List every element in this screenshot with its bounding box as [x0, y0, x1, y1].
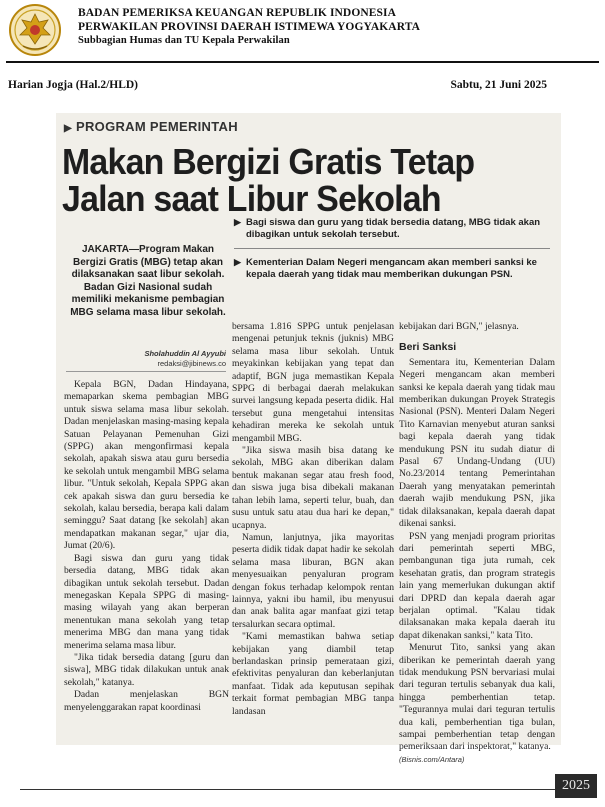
highlight-bullets [234, 217, 550, 296]
subheading: Beri Sanksi [399, 341, 457, 354]
body-paragraph: kebijakan dari BGN," jelasnya. [399, 321, 519, 332]
footer-divider [20, 789, 595, 790]
body-column-2 [232, 321, 394, 718]
triangle-right-icon: ▶ [234, 217, 241, 227]
bullet-text: Bagi siswa dan guru yang tidak bersedia datang, MBG tidak akan dibagikan untuk sekolah tersebut. [246, 217, 541, 240]
body-paragraph: Sementara itu, Kementerian Dalam Negeri mengancam akan memberi sanksi ke kepala daerah yang tidak mau memberikan dukungan Proyek Strategis Nasional (PSN). Menteri Dalam Negeri Tito Karnavian menyebut aturan sanksi bagi kepala daerah yang tidak mendukung PSN itu sudah diatur di Pasal 67 Undang-Undang (UU) No.23/2014 tentang Pemerintahan Daerah yang menyatakan pemerintah daerah wajib mendukung PSN, jika tidak dilaksanakan, kepala daerah dapat dikenai sanksi. [399, 356, 555, 530]
kicker-label: PROGRAM PEMERINTAH [76, 119, 238, 134]
triangle-right-icon: ▶ [234, 257, 241, 267]
byline-divider [66, 371, 226, 372]
letterhead [0, 0, 605, 64]
headline-line-1: Makan Bergizi Gratis Tetap [62, 141, 475, 182]
byline [144, 349, 226, 369]
body-paragraph: bersama 1.816 SPPG untuk penjelasan mengenai petunjuk teknis (juknis) MBG selama masa libur sekolah. Untuk meyakinkan kebijakan yang tepat dan adaptif, BGN juga memastikan Kepala SPPG di berbagai daerah melakukan survei langsung kepada peserta didik. Hal tersebut guna mengetahui intensitas kehadiran mereka ke sekolah untuk mengambil MBG. [232, 321, 394, 444]
body-paragraph: "Kami memastikan bahwa setiap kebijakan yang diambil tetap berlandaskan prinsip pemerataan gizi, efektivitas penyaluran dan keberlanjutan manfaat. Tidak ada keputusan sepihak terkait format pembagian MBG tanpa landasan [232, 631, 394, 717]
body-paragraph: "Jika tidak bersedia datang [guru dan siswa], MBG tidak dilakukan untuk anak sekolah," katanya. [64, 651, 229, 688]
body-paragraph: PSN yang menjadi program prioritas dari pemerintah seperti MBG, pembangunan tiga juta rumah, cek kesehatan gratis, dan program strategis lain yang memerlukan dukungan aktif dari DPRD dan kepala daerah agar berjalan optimal. "Kalau tidak dilaksanakan maka kepala daerah itu dapat dikenakan sanksi," kata Tito. [399, 530, 555, 641]
body-paragraph: "Jika siswa masih bisa datang ke sekolah, MBG akan diberikan dalam bentuk makanan segar atau fresh food, dan siswa juga bisa dibekali makanan tahan lebih lama, seperti telur, buah, dan susu untuk satu atau dua hari ke depan," ucapnya. [232, 445, 394, 531]
headline [62, 143, 474, 217]
body-paragraph: Dadan menjelaskan BGN menyelenggarakan rapat koordinasi [64, 689, 229, 713]
body-paragraph: Menurut Tito, sanksi yang akan diberikan ke pemerintah daerah yang tidak mendukung PSN bervariasi mulai dari teguran tertulis sebanyak dua kali, hingga pemberhentian tetap. "Tegurannya mulai dari teguran tertulis dua kali, pemberhentian tiga bulan, sampai pemberhentian tetap dengan pemeriksaan dari inspektorat," katanya. [399, 642, 555, 753]
org-branch: PERWAKILAN PROVINSI DAERAH ISTIMEWA YOGYAKARTA [78, 21, 421, 33]
org-division: Subbagian Humas dan TU Kepala Perwakilan [78, 35, 290, 46]
author-email: redaksi@jibinews.co [157, 359, 226, 368]
body-column-1 [64, 379, 229, 714]
bullet-text: Kementerian Dalam Negeri mengancam akan memberi sanksi ke kepala daerah yang tidak mau memberikan dukungan PSN. [246, 257, 537, 280]
source-credit: (Bisnis.com/Antara) [399, 754, 465, 764]
lead-paragraph: JAKARTA—Program Makan Bergizi Gratis (MBG) tetap akan dilaksanakan saat libur sekolah. Badan Gizi Nasional sudah memiliki mekanisme pembagian MBG selama masa libur sekolah. [70, 244, 226, 318]
publication-date: Sabtu, 21 Juni 2025 [450, 79, 547, 91]
news-clipping [56, 113, 561, 764]
body-paragraph: Kepala BGN, Dadan Hindayana, memaparkan skema pembagian MBG untuk siswa selama masa libur sekolah. Dadan menjelaskan masing-masing kepala Satuan Pelayanan Pemenuhan Gizi (SPPG) akan mengonfirmasi kepala sekolah, apakah siswa atau guru bersedia ke sekolah untuk mengambil MBG selama libur. "Untuk sekolah, Kepala SPPG akan cek apakah siswa dan guru bersedia ke sekolah, kalau bersedia, berapa kali dalam seminggu? Saat datang [ke sekolah] akan mendapatkan makanan segar," ujar dia, Jumat (20/6). [64, 379, 229, 552]
body-paragraph: Bagi siswa dan guru yang tidak bersedia datang, MBG tidak akan dibagikan untuk sekolah tersebut. Dadan menegaskan Kepala SPPG di masing-masing wilayah yang akan berperan menentukan mana sekolah yang tetap menerima MBG dan mana yang tidak menerima selama masa libur. [64, 552, 229, 651]
org-name: BADAN PEMERIKSA KEUANGAN REPUBLIK INDONESIA [78, 7, 397, 19]
body-column-3 [399, 321, 555, 766]
body-paragraph: Namun, lanjutnya, jika mayoritas peserta didik tidak dapat hadir ke sekolah selama masa liburan, BGN akan menyesuaikan penyaluran program dengan fokus terhadap kelompok rentan lainnya, yakni ibu hamil, ibu menyusui dan anak balita agar manfaat gizi tetap tersalurkan secara optimal. [232, 531, 394, 630]
bullet-item [234, 257, 550, 288]
header-divider [6, 61, 599, 63]
kicker [64, 119, 238, 134]
headline-line-2: Jalan saat Libur Sekolah [62, 178, 441, 219]
triangle-right-icon: ▶ [64, 123, 72, 134]
bpk-emblem-icon [8, 2, 62, 58]
newspaper-source: Harian Jogja (Hal.2/HLD) [8, 79, 139, 91]
page-number-badge: 2025 [555, 774, 597, 798]
bullet-item [234, 217, 550, 249]
author-name: Sholahuddin Al Ayyubi [144, 349, 226, 358]
